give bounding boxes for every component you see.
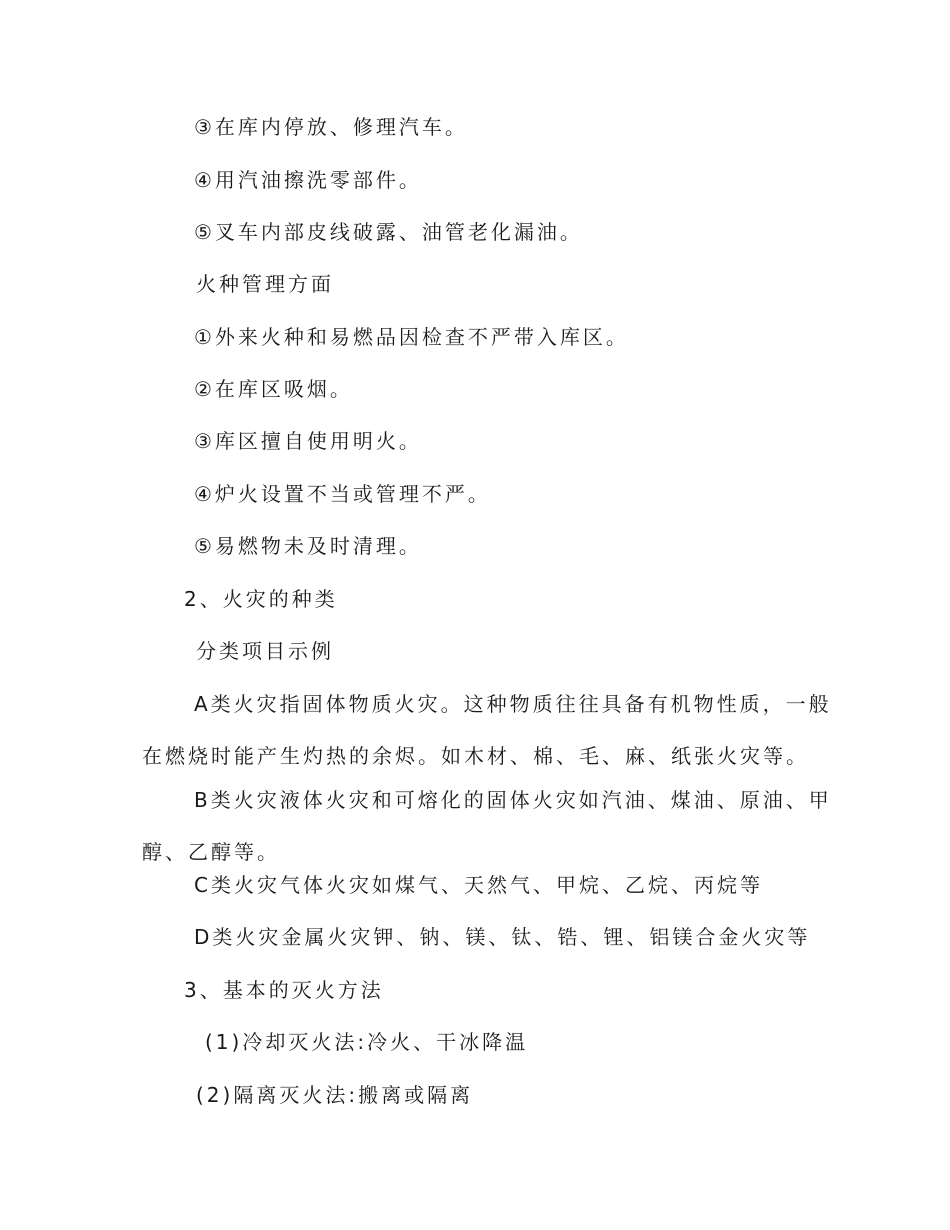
text-line: ④用汽油擦洗零部件。: [194, 168, 422, 192]
paragraph-line: 醇、乙醇等。: [142, 840, 280, 864]
section-subheading: 火种管理方面: [196, 272, 334, 296]
paragraph-line: B类火灾液体火灾和可熔化的固体火灾如汽油、煤油、原油、甲: [194, 788, 832, 812]
section-heading: 3、基本的灭火方法: [184, 978, 384, 1002]
text-line: ③库区擅自使用明火。: [194, 429, 422, 453]
text-line: ④炉火设置不当或管理不严。: [194, 482, 491, 506]
text-line: ①外来火种和易燃品因检查不严带入库区。: [194, 325, 629, 349]
text-line: C类火灾气体火灾如煤气、天然气、甲烷、乙烷、丙烷等: [194, 873, 763, 897]
text-line: (2)隔离灭火法:搬离或隔离: [196, 1083, 474, 1107]
paragraph-line: 在燃烧时能产生灼热的余烬。如木材、棉、毛、麻、纸张火灾等。: [142, 744, 809, 768]
paragraph-class-a: [142, 678, 832, 782]
text-line: (1)冷却灭火法:冷火、干冰降温: [205, 1030, 529, 1054]
paragraph-class-b: [142, 774, 832, 878]
paragraph-line: A类火灾指固体物质火灾。这种物质往往具备有机物性质，一般: [194, 692, 832, 716]
section-heading: 2、火灾的种类: [184, 587, 338, 611]
text-line: ⑤易燃物未及时清理。: [194, 534, 422, 558]
text-line: ⑤叉车内部皮线破露、油管老化漏油。: [194, 220, 583, 244]
text-line: ②在库区吸烟。: [194, 377, 353, 401]
text-line: D类火灾金属火灾钾、钠、镁、钛、锆、锂、铝镁合金火灾等: [194, 925, 811, 949]
section-subheading: 分类项目示例: [196, 639, 334, 663]
text-line: ③在库内停放、修理汽车。: [194, 115, 468, 139]
